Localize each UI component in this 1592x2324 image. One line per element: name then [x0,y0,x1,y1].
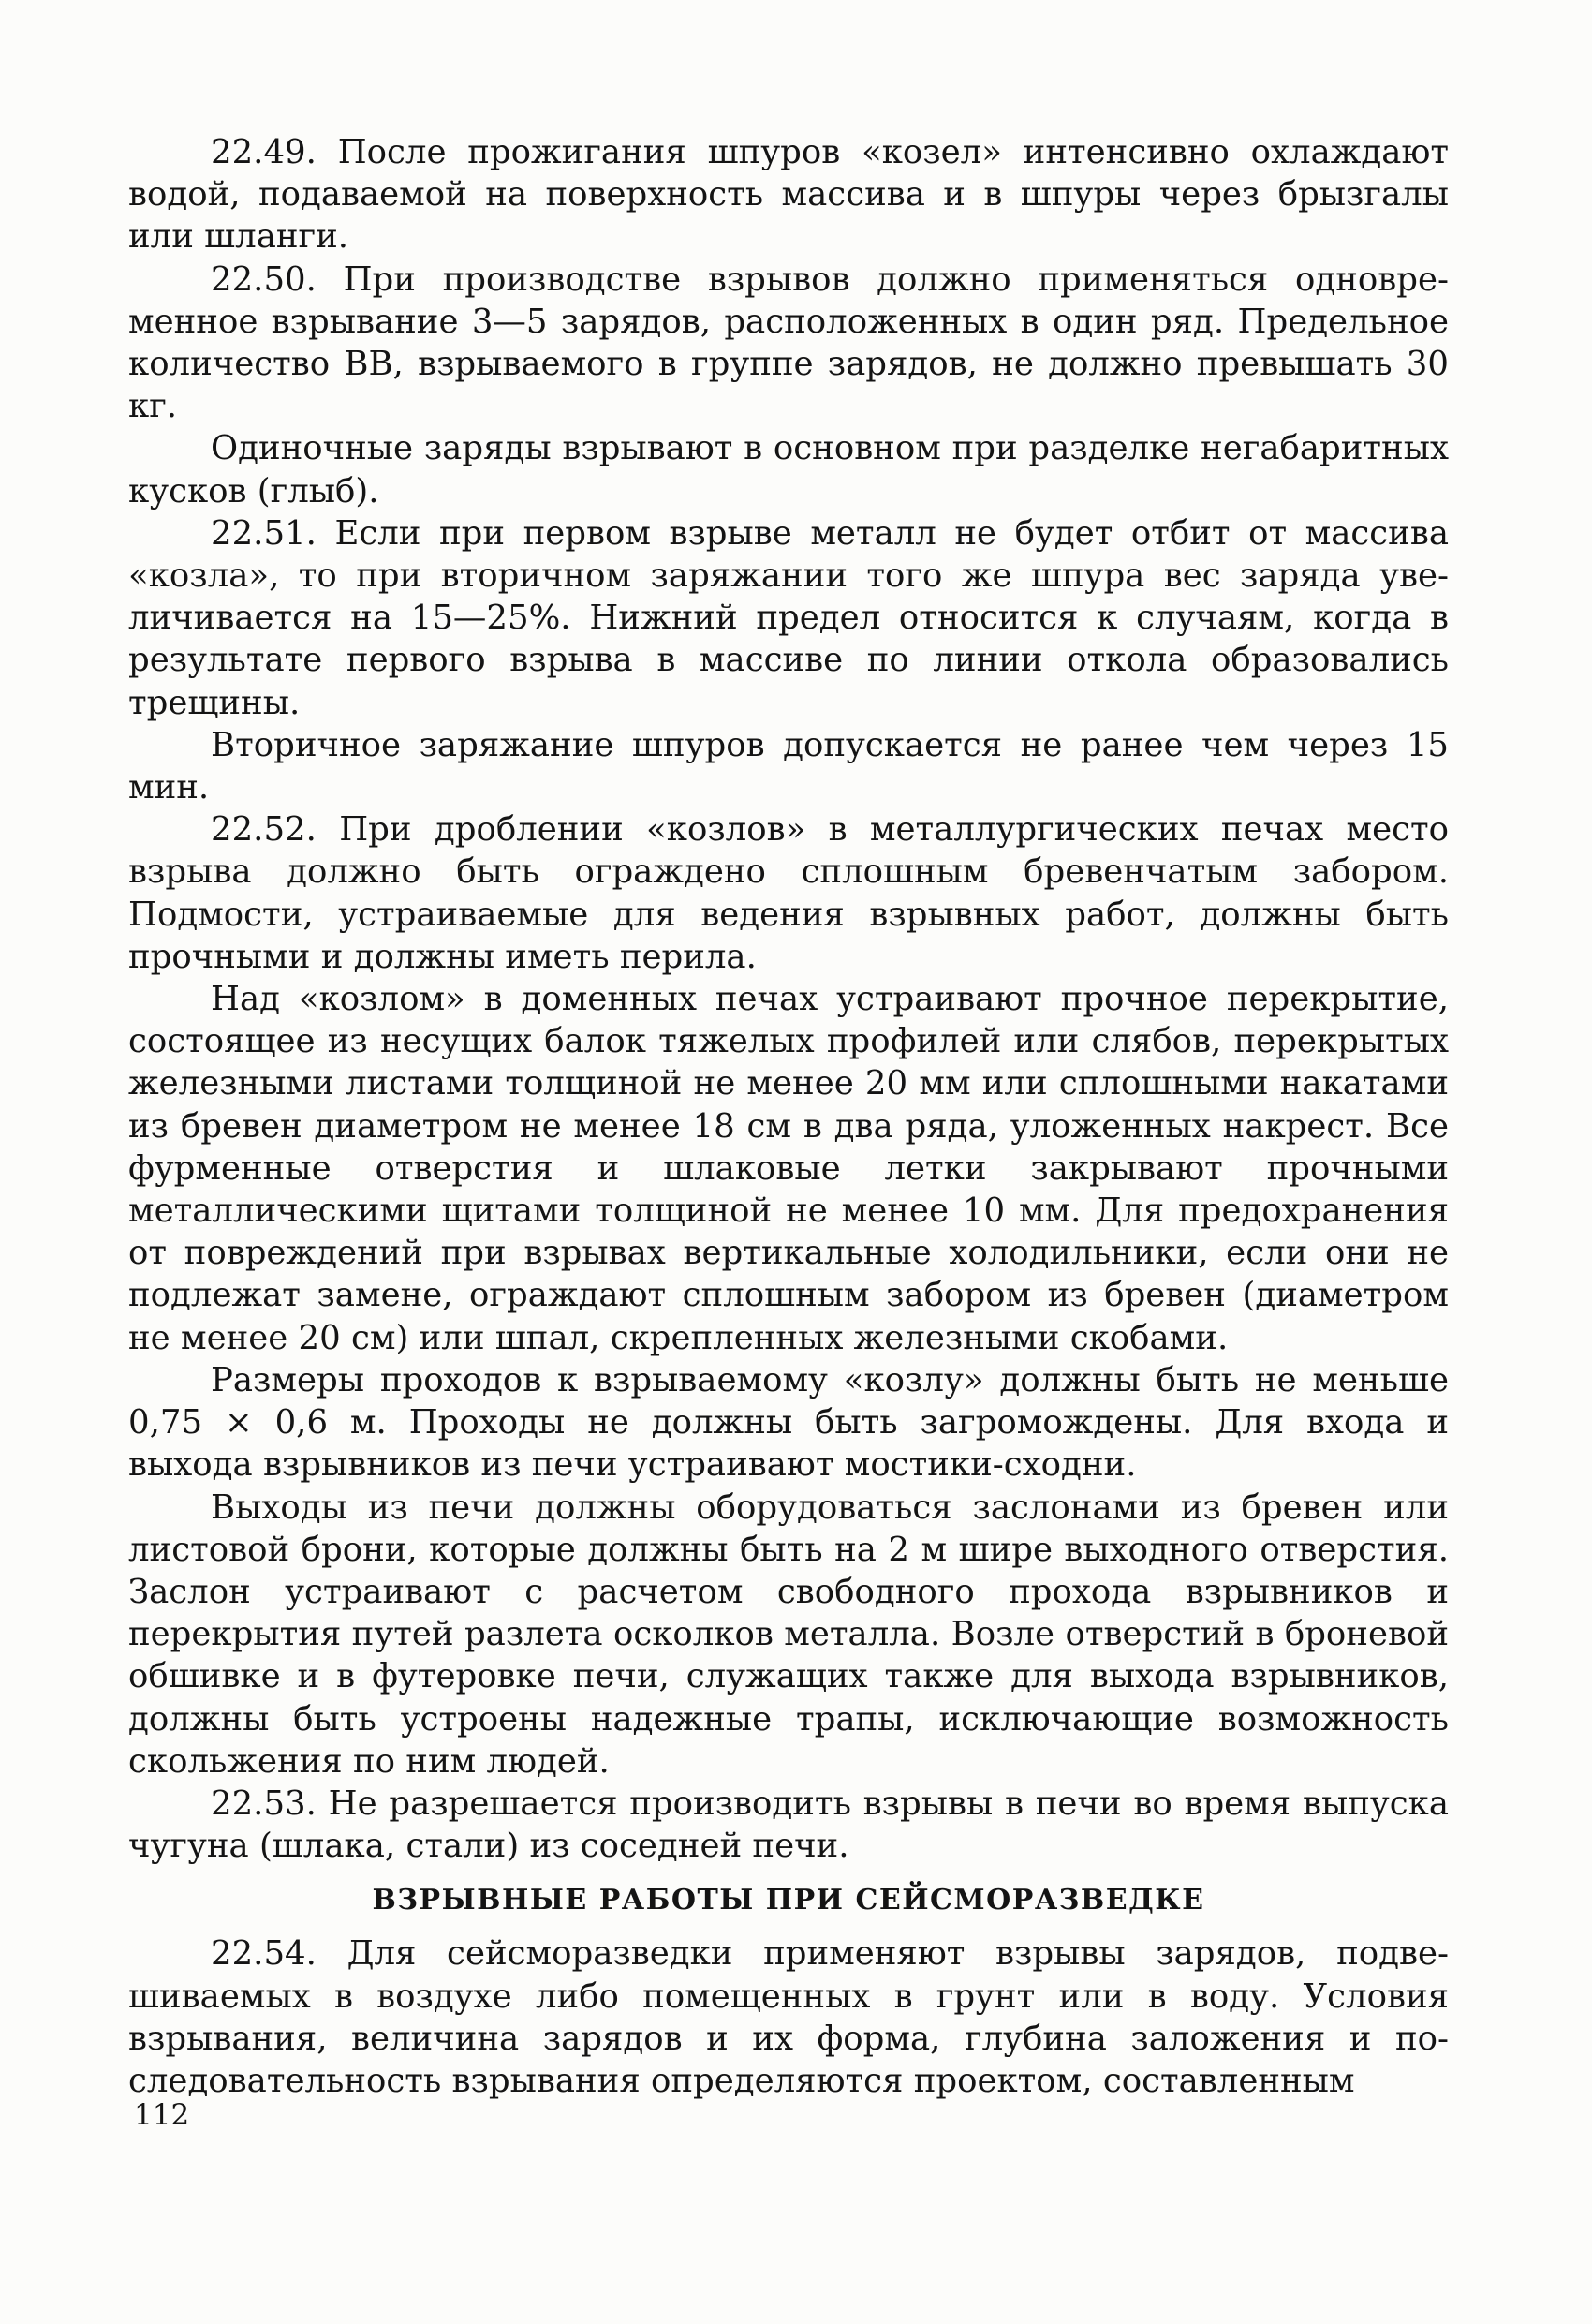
paragraph-22-51: 22.51. Если при первом взрыве металл не будет отбит от массива «козла», то при вторичном заряжании того же шпура вес заряда увеличивается на 15—25%. Нижний предел относится к случаям, когда в результате первого взрыва в массиве по линии откола образовались трещины. [128,513,1449,722]
paragraph-blast-furnace-cover: Над «козлом» в доменных печах устраивают прочное перекрытие, состоящее из несущих балок тяжелых профилей или слябов, перекрытых железными листами толщиной не менее 20 мм или сплошными накатами из бревен диаметром не менее 18 см в два ряда, уложенных накрест. Все фурменные отверстия и шлаковые летки закрывают прочными металлическими щитами толщиной не менее 10 мм. Для предохранения от повреждений при взрывах вертикальные холодильники, если они не подлежат замене, ограждают сплошным забором из бревен (диаметром не менее 20 см) или шпал, скрепленных железными скобами. [128,980,1449,1357]
page-number: 112 [134,2098,190,2132]
paragraph-single-charges: Одиночные заряды взрывают в основном при разделке негабаритных кусков (глыб). [128,429,1449,511]
paragraph-22-49: 22.49. После прожигания шпуров «козел» интенсивно охлаждают водой, подаваемой на поверхность массива и в шпуры через брызгалы или шланги. [128,133,1449,257]
paragraph-22-54: 22.54. Для сейсморазведки применяют взрывы зарядов, подвешиваемых в воздухе либо помещенных в грунт или в воду. Условия взрывания, величина зарядов и их форма, глубина заложения и последовательность взрывания определяются проектом, составленным [128,1934,1449,2100]
section-heading: ВЗРЫВНЫЕ РАБОТЫ ПРИ СЕЙСМОРАЗВЕДКЕ [372,1884,1205,1917]
paragraph-furnace-exits: Выходы из печи должны оборудоваться заслонами из бревен или листовой брони, которые должны быть на 2 м шире выходного отверстия. Заслон устраивают с расчетом свободного прохода взрывников и перекрытия путей разлета осколков металла. Возле отверстий в броневой обшивке и в футеровке печи, служащих также для выхода взрывников, должны быть устроены надежные трапы, исключающие возможность скольжения по ним людей. [128,1488,1449,1781]
paragraph-passage-sizes: Размеры проходов к взрываемому «козлу» должны быть не меньше 0,75 × 0,6 м. Проходы не должны быть загромождены. Для входа и выхода взрывников из печи устраивают мостики-сходни. [128,1360,1449,1485]
paragraph-22-53: 22.53. Не разрешается производить взрывы в печи во время выпуска чугуна (шлака, стали) из соседней печи. [128,1784,1449,1866]
paragraph-secondary-charging: Вторичное заряжание шпуров допускается не ранее чем через 15 мин. [128,725,1449,807]
paragraph-22-50: 22.50. При производстве взрывов должно применяться одновременное взрывание 3—5 зарядов, расположенных в один ряд. Предельное количество ВВ, взрываемого в группе зарядов, не должно превышать 30 кг. [128,259,1449,426]
body-text [128,131,1449,2102]
paragraph-22-52: 22.52. При дроблении «козлов» в металлургических печах место взрыва должно быть ограждено сплошным бревенчатым забором. Подмости, устраиваемые для ведения взрывных работ, должны быть прочными и должны иметь перила. [128,810,1449,976]
